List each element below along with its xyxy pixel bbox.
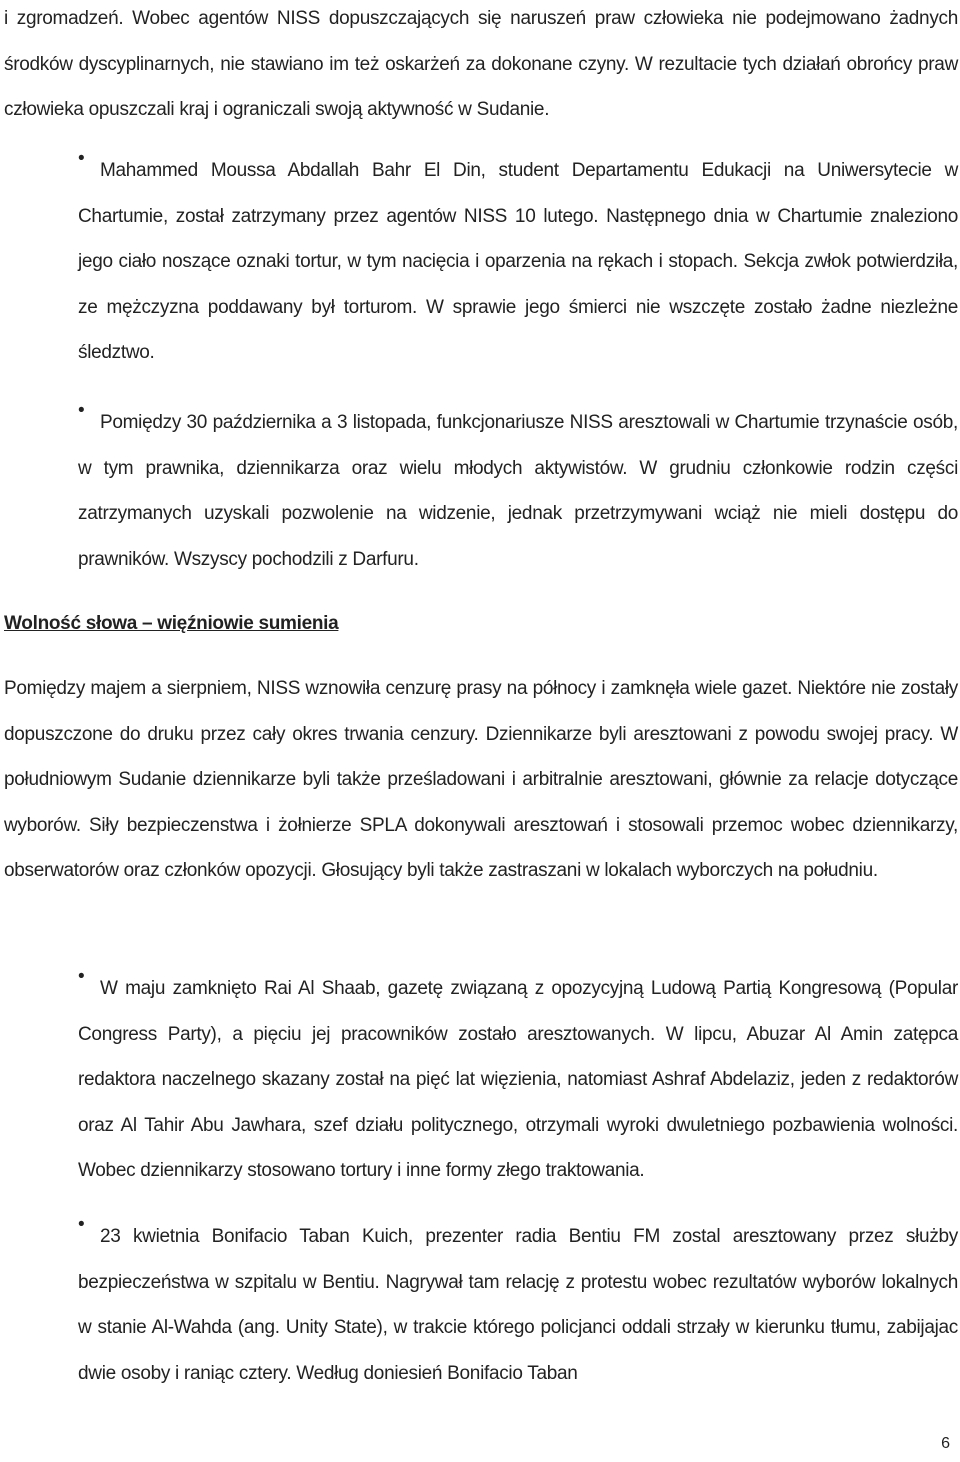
- list-item: [78, 400, 958, 582]
- bullet-icon: •: [78, 400, 85, 421]
- intro-paragraph: i zgromadzeń. Wobec agentów NISS dopuszczających się naruszeń praw człowieka nie podejmowano żadnych środków dyscyplinarnych, nie stawiano im też oskarżeń za dokonane czyny. W rezultacie tych działań obrońcy praw człowieka opuszczali kraj i ograniczali swoją aktywność w Sudanie.: [4, 8, 958, 120]
- section-heading: Wolność słowa – więźniowie sumienia: [4, 613, 339, 634]
- bullet-icon: •: [78, 1214, 85, 1235]
- list-item-text: Pomiędzy 30 października a 3 listopada, funkcjonariusze NISS aresztowali w Chartumie trzynaście osób, w tym prawnika, dziennikarza oraz wielu młodych aktywistów. W grudniu członkowie rodzin części zatrzymanych uzyskali pozwolenie na widzenie, jednak przetrzymywani wciąż nie mieli dostępu do prawników. Wszyscy pochodzili z Darfuru.: [78, 412, 958, 570]
- list-item: [78, 1214, 958, 1396]
- list-item-text: W maju zamknięto Rai Al Shaab, gazetę związaną z opozycyjną Ludową Partią Kongresową (Popular Congress Party), a pięciu jej pracowników zostało aresztowanych. W lipcu, Abuzar Al Amin zatępca redaktora naczelnego skazany został na pięć lat więzienia, natomiast Ashraf Abdelaziz, jeden z redaktorów oraz Al Tahir Abu Jawhara, szef działu politycznego, otrzymali wyroki dwuletniego pozbawienia wolności. Wobec dziennikarzy stosowano tortury i inne formy złego traktowania.: [78, 978, 958, 1181]
- bullet-icon: •: [78, 148, 85, 169]
- page-number: 6: [941, 1435, 950, 1452]
- bullet-icon: •: [78, 966, 85, 987]
- list-item-text: Mahammed Moussa Abdallah Bahr El Din, student Departamentu Edukacji na Uniwersytecie w Chartumie, został zatrzymany przez agentów NISS 10 lutego. Następnego dnia w Chartumie znaleziono jego ciało noszące oznaki tortur, w tym nacięcia i oparzenia na rękach i stopach. Sekcja zwłok potwierdziła, ze mężczyzna poddawany był torturom. W sprawie jego śmierci nie wszczęte zostało żadne niezleżne śledztwo.: [78, 160, 958, 363]
- section-paragraph: Pomiędzy majem a sierpniem, NISS wznowiła cenzurę prasy na północy i zamknęła wiele gazet. Niektóre nie zostały dopuszczone do druku przez cały okres trwania cenzury. Dziennikarze byli aresztowani z powodu swojej pracy. W południowym Sudanie dziennikarze byli także prześladowani i arbitralnie aresztowani, głównie za relacje dotyczące wyborów. Siły bezpieczenstwa i żołnierze SPLA dokonywali aresztowań i stosowali przemoc wobec dziennikarzy, obserwatorów oraz członków opozycji. Głosujący byli także zastraszani w lokalach wyborczych na południu.: [4, 678, 958, 881]
- list-item-text: 23 kwietnia Bonifacio Taban Kuich, prezenter radia Bentiu FM zostal aresztowany przez służby bezpieczeństwa w szpitalu w Bentiu. Nagrywał tam relację z protestu wobec rezultatów wyborów lokalnych w stanie Al-Wahda (ang. Unity State), w trakcie którego policjanci oddali strzały w kierunku tłumu, zabijajac dwie osoby i raniąc cztery. Według doniesień Bonifacio Taban: [78, 1226, 958, 1384]
- list-item: [78, 966, 958, 1194]
- list-item: [78, 148, 958, 376]
